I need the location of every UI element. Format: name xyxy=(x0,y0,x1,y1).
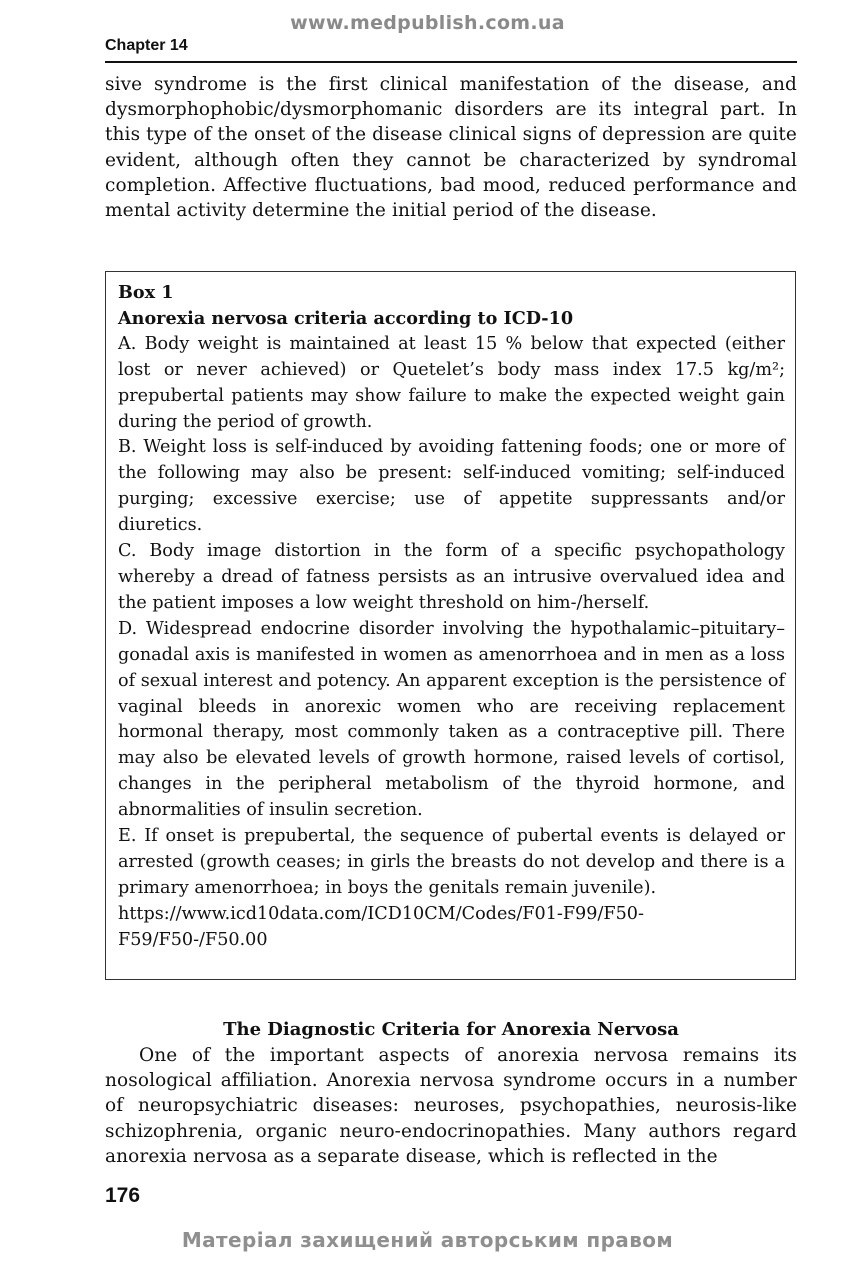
section-title: The Diagnostic Criteria for Anorexia Nervosa xyxy=(223,1019,679,1040)
header-divider xyxy=(105,61,797,63)
box-label: Box 1 xyxy=(118,282,174,303)
criterion-d: D. Widespread endocrine disorder involving the hypothalamic–pituitary–gonadal axis is manifested in women as amenorrhoea and in men as a loss of sexual interest and potency. An apparent exception is the persistence of vaginal bleeds in anorexic women who are receiving replacement hormonal therapy, most commonly taken as a contraceptive pill. There may also be elevated levels of growth hormone, raised levels of cortisol, changes in the peripheral metabolism of the thyroid hormone, and abnormalities of insulin secretion. xyxy=(118,618,785,821)
criterion-b: B. Weight loss is self-induced by avoiding fattening foods; one or more of the following may also be present: self-induced vomiting; self-induced purging; excessive exercise; use of appetite suppressants and/or diuretics. xyxy=(118,437,785,536)
intro-paragraph: sive syndrome is the first clinical manifestation of the disease, and dysmorphophobic/dysmorphomanic disorders are its integral part. In this type of the onset of the disease clinical signs of depression are quite evident, although often they cannot be characterized by syndromal completion. Affective fluctuations, bad mood, reduced performance and mental activity determine the initial period of the disease. xyxy=(105,74,797,222)
criterion-c: C. Body image distortion in the form of a specific psychopathology whereby a dread of fatness persists as an intrusive overvalued idea and the patient imposes a low weight threshold on him-/herself. xyxy=(118,541,785,613)
criteria-box xyxy=(105,271,796,980)
watermark-url: www.medpublish.com.ua xyxy=(290,12,565,34)
box-title: Anorexia nervosa criteria according to ICD-10 xyxy=(118,307,574,329)
criteria-box-content xyxy=(118,280,785,954)
page-number: 176 xyxy=(105,1184,141,1207)
section-paragraph: One of the important aspects of anorexia nervosa remains its nosological affiliation. Anorexia nervosa syndrome occurs in a number of neuropsychiatric diseases: neuroses, psychopathies, neurosis-like schizophrenia, organic neuro-endocrinopathies. Many authors regard anorexia nervosa as a separate disease, which is reflected in the xyxy=(105,1045,797,1167)
copyright-watermark: Матеріал захищений авторським правом xyxy=(181,1228,674,1252)
chapter-heading: Chapter 14 xyxy=(105,37,188,54)
criterion-e: E. If onset is prepubertal, the sequence of pubertal events is delayed or arrested (growth ceases; in girls the breasts do not develop and there is a primary amenorrhoea; in boys the genitals remain juvenile). xyxy=(118,826,785,898)
criterion-a: A. Body weight is maintained at least 15 % below that expected (either lost or never achieved) or Quetelet’s body mass index 17.5 kg/m²; prepubertal patients may show failure to make the expected weight gain during the period of growth. xyxy=(118,333,785,432)
source-link[interactable]: https://www.icd10data.com/ICD10CM/Codes/F01-F99/F50-F59/F50-/F50.00 xyxy=(118,903,644,950)
